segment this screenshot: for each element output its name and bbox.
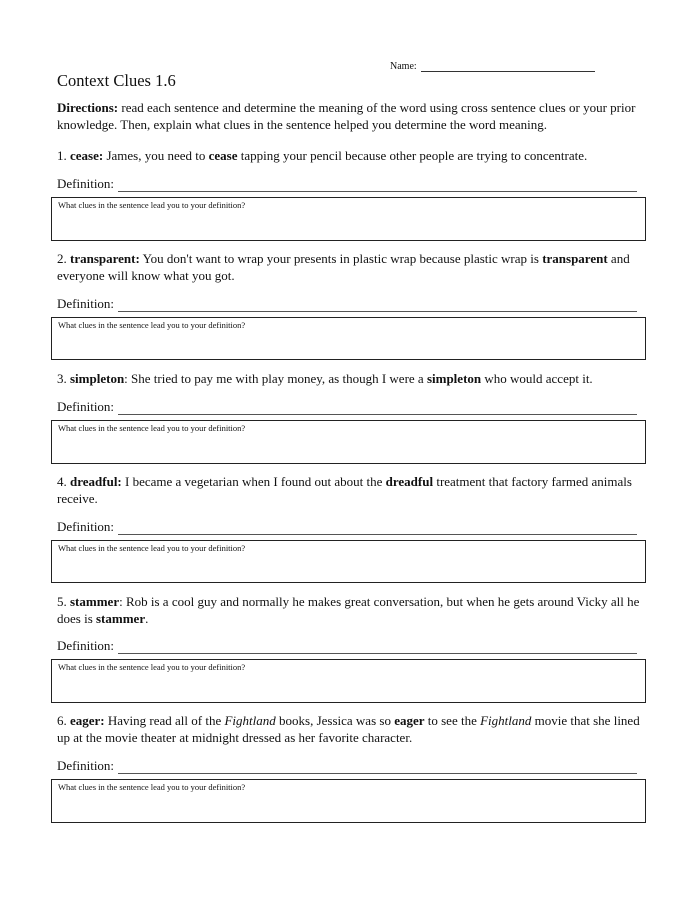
definition-row-1 xyxy=(57,176,637,192)
question-4: 4. dreadful: I became a vegetarian when I found out about the dreadful treatment that factory farmed animals receive. xyxy=(57,474,632,506)
definition-input[interactable] xyxy=(118,761,637,774)
definition-input[interactable] xyxy=(118,641,637,654)
target-word: simpleton xyxy=(70,371,125,386)
definition-input[interactable] xyxy=(118,179,637,192)
clue-prompt: What clues in the sentence lead you to your definition? xyxy=(58,662,246,672)
definition-input[interactable] xyxy=(118,402,637,415)
question-1: 1. cease: James, you need to cease tapping your pencil because other people are trying to concentrate. xyxy=(57,148,588,163)
question-3: 3. simpleton: She tried to pay me with play money, as though I were a simpleton who would accept it. xyxy=(57,371,593,386)
clue-box-4[interactable] xyxy=(51,540,646,583)
target-word: transparent: xyxy=(70,251,140,266)
clue-box-5[interactable] xyxy=(51,659,646,703)
target-word: eager: xyxy=(70,713,105,728)
target-word: cease: xyxy=(70,148,104,163)
definition-label: Definition: xyxy=(57,519,115,534)
name-label: Name: xyxy=(390,61,417,72)
clue-box-1[interactable] xyxy=(51,197,646,241)
clue-prompt: What clues in the sentence lead you to your definition? xyxy=(58,320,246,330)
question-2: 2. transparent: You don't want to wrap your presents in plastic wrap because plastic wrap is transparent and everyone will know what you got. xyxy=(57,251,630,283)
clue-box-6[interactable] xyxy=(51,779,646,823)
clue-box-2[interactable] xyxy=(51,317,646,360)
name-row xyxy=(390,58,595,72)
definition-input[interactable] xyxy=(118,299,637,312)
definition-label: Definition: xyxy=(57,296,115,311)
page-title: Context Clues 1.6 xyxy=(57,71,176,90)
definition-row-2 xyxy=(57,296,637,312)
directions xyxy=(57,100,647,133)
definition-input[interactable] xyxy=(118,522,637,535)
definition-row-4 xyxy=(57,519,637,535)
clue-prompt: What clues in the sentence lead you to your definition? xyxy=(58,543,246,553)
definition-label: Definition: xyxy=(57,399,115,414)
definition-label: Definition: xyxy=(57,638,115,653)
definition-label: Definition: xyxy=(57,758,115,773)
clue-prompt: What clues in the sentence lead you to your definition? xyxy=(58,782,246,792)
definition-row-5 xyxy=(57,638,637,654)
definition-label: Definition: xyxy=(57,176,115,191)
directions-text: read each sentence and determine the meaning of the word using cross sentence clues or your prior knowledge. Then, explain what clues in the sentence helped you determine the word meaning. xyxy=(57,100,636,132)
target-word: stammer xyxy=(70,594,120,609)
clue-box-3[interactable] xyxy=(51,420,646,464)
question-6: 6. eager: Having read all of the Fightland books, Jessica was so eager to see the Fightland movie that she lined up at the movie theater at midnight dressed as her favorite character. xyxy=(57,713,640,745)
definition-row-3 xyxy=(57,399,637,415)
question-5: 5. stammer: Rob is a cool guy and normally he makes great conversation, but when he gets around Vicky all he does is stammer. xyxy=(57,594,640,626)
definition-row-6 xyxy=(57,758,637,774)
clue-prompt: What clues in the sentence lead you to your definition? xyxy=(58,200,246,210)
clue-prompt: What clues in the sentence lead you to your definition? xyxy=(58,423,246,433)
name-field[interactable] xyxy=(421,61,595,72)
target-word: dreadful: xyxy=(70,474,122,489)
directions-label: Directions: xyxy=(57,100,119,115)
